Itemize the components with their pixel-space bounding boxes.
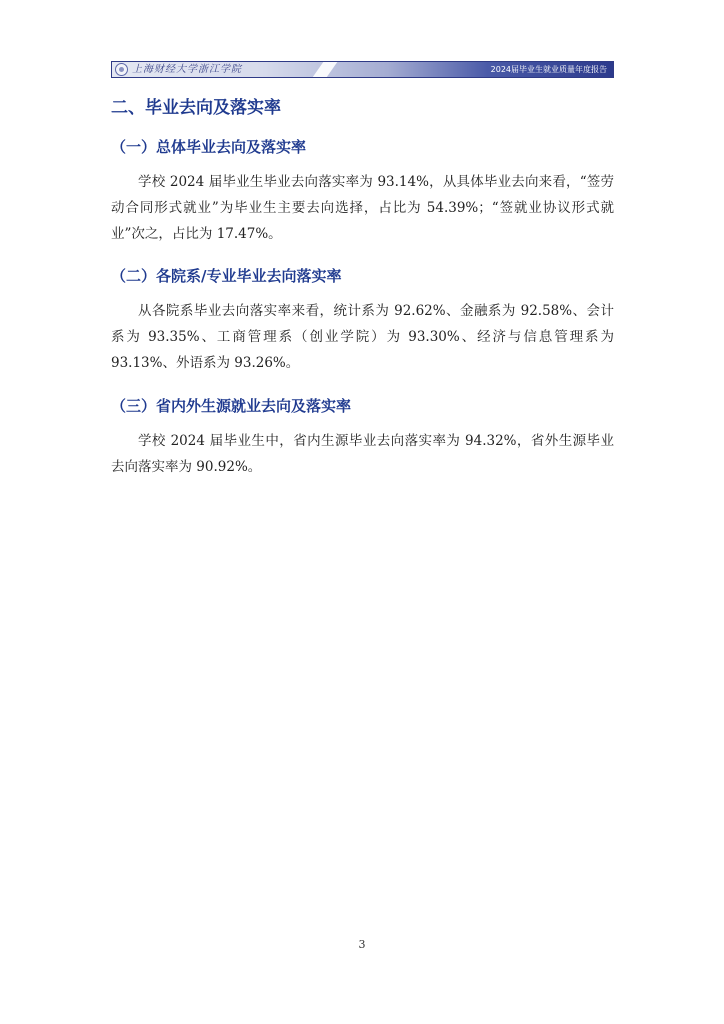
school-logo-icon xyxy=(115,63,128,76)
paragraph-origin: 学校 2024 届毕业生中，省内生源毕业去向落实率为 94.32%，省外生源毕业去向落实率为 90.92%。 xyxy=(111,433,614,475)
subsection-title-overall: （一）总体毕业去向及落实率 xyxy=(111,138,307,156)
header-report-title: 2024届毕业生就业质量年度报告 xyxy=(490,65,607,74)
section-title: 二、毕业去向及落实率 xyxy=(111,98,281,118)
subsection-title-origin: （三）省内外生源就业去向及落实率 xyxy=(111,397,352,415)
header-school-name: 上海财经大学浙江学院 xyxy=(132,64,242,75)
header-divider xyxy=(309,61,338,78)
page-header-banner xyxy=(111,61,614,78)
subsection-title-departments: （二）各院系/专业毕业去向落实率 xyxy=(111,267,342,285)
paragraph-overall: 学校 2024 届毕业生毕业去向落实率为 93.14%，从具体毕业去向来看，“签劳动合同形式就业”为毕业生主要去向选择，占比为 54.39%；“签就业协议形式就业”次之，占比为 17.47%。 xyxy=(111,174,614,242)
paragraph-departments: 从各院系毕业去向落实率来看，统计系为 92.62%、金融系为 92.58%、会计系为 93.35%、工商管理系（创业学院）为 93.30%、经济与信息管理系为 93.13%、外语系为 93.26%。 xyxy=(111,303,614,371)
page-number: 3 xyxy=(358,938,366,951)
